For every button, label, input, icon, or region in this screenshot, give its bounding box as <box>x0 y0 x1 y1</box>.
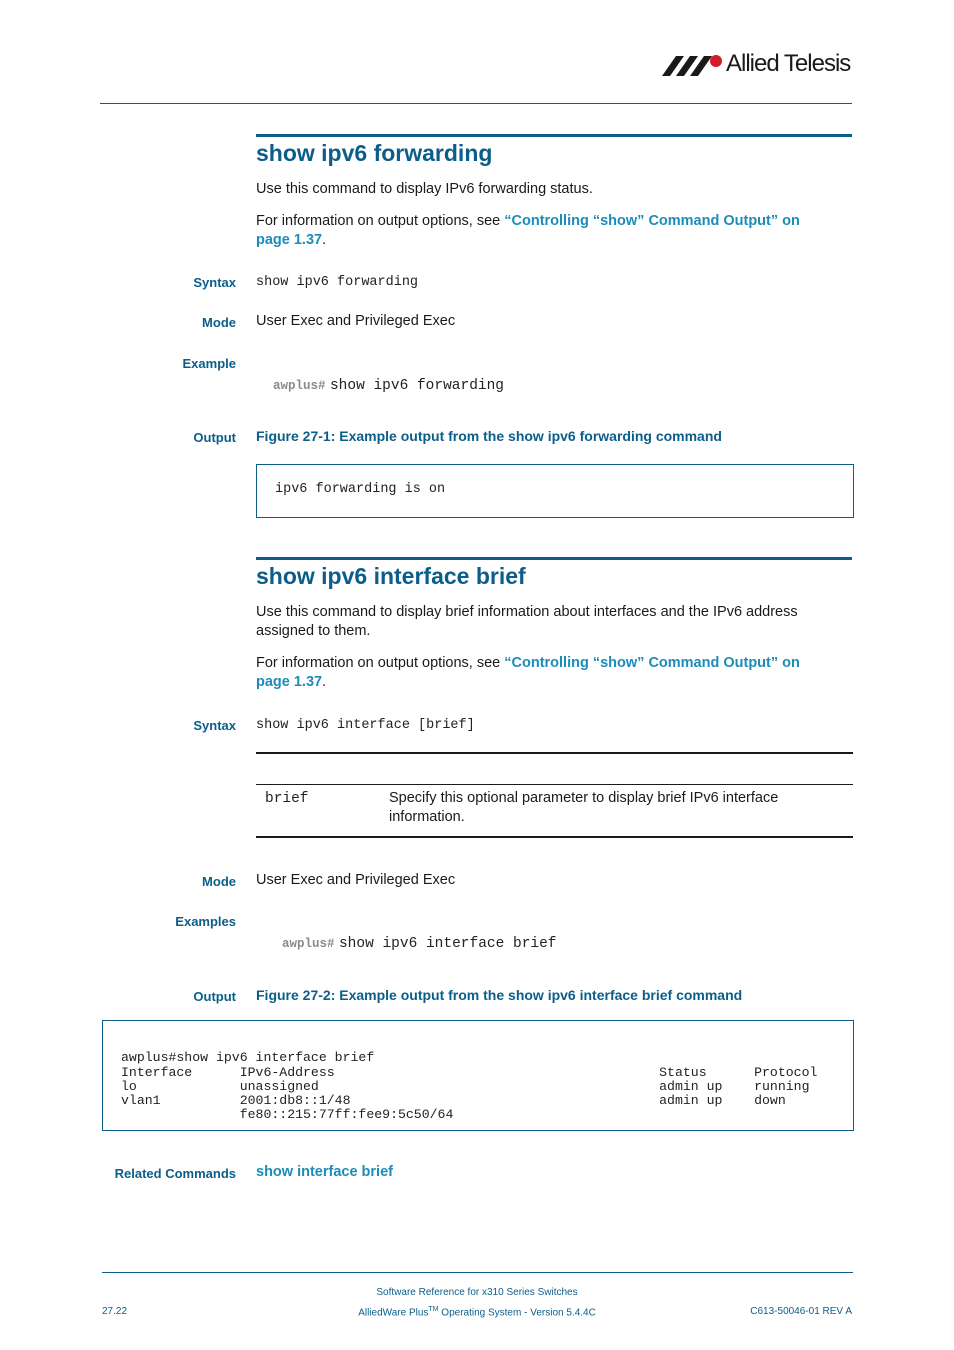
section1-output-text: ipv6 forwarding is on <box>275 482 446 497</box>
section2-output-label: Output <box>193 989 236 1004</box>
section1-info-prefix: For information on output options, see <box>256 213 505 229</box>
output-line: fe80::215:77ff:fee9:5c50/64 <box>121 1107 454 1123</box>
section1-example-label: Example <box>182 356 236 371</box>
section2-description-line1: Use this command to display brief information about interfaces and the IPv6 address <box>256 604 798 620</box>
section1-info <box>256 212 856 250</box>
section2-title-rule <box>256 557 852 560</box>
output-line: lo unassigned admin up running <box>121 1078 810 1094</box>
related-commands-label: Related Commands <box>114 1166 236 1181</box>
param-table-bottom-rule <box>256 836 853 838</box>
section2-examples-label: Examples <box>175 914 236 929</box>
allied-telesis-logo-icon <box>662 52 728 78</box>
output-line: awplus#show ipv6 interface brief <box>121 1050 375 1066</box>
section1-output-box <box>256 464 854 518</box>
brand-name: Allied Telesis <box>726 50 851 77</box>
section2-title: show ipv6 interface brief <box>256 563 526 589</box>
section2-description-line2: assigned to them. <box>256 623 371 639</box>
param-description-line2: information. <box>389 809 465 825</box>
section1-example-prompt: awplus# <box>273 379 326 393</box>
param-table-header-rule <box>256 784 853 785</box>
footer-doc-id: C613-50046-01 REV A <box>750 1306 852 1317</box>
section1-example-cmd: show ipv6 forwarding <box>329 378 504 394</box>
section1-syntax-label: Syntax <box>193 275 236 290</box>
output-line: vlan1 2001:db8::1/48 admin up down <box>121 1093 786 1109</box>
header-rule <box>100 103 852 104</box>
section2-example-cmd: show ipv6 interface brief <box>338 936 557 952</box>
section2-info-link[interactable]: “Controlling “show” Command Output” on <box>504 655 800 671</box>
section2-example-prompt: awplus# <box>282 937 335 951</box>
section1-mode-label: Mode <box>202 315 236 330</box>
section1-syntax: show ipv6 forwarding <box>256 275 419 290</box>
footer-version: Operating System - Version 5.4.4C <box>438 1307 596 1319</box>
section1-description: Use this command to display IPv6 forwarding status. <box>256 181 593 197</box>
section1-info-suffix: . <box>322 232 327 248</box>
output-line: Interface IPv6-Address Status Protocol <box>121 1064 818 1080</box>
section1-figure-caption: Figure 27-1: Example output from the show ipv6 forwarding command <box>256 428 722 444</box>
param-description <box>389 789 849 827</box>
param-table-top-rule <box>256 752 853 754</box>
brand-logo <box>662 50 857 80</box>
section2-example <box>282 934 557 952</box>
param-name: brief <box>265 791 309 807</box>
section2-info-link-page[interactable]: page 1.37 <box>256 674 323 690</box>
section2-info-prefix: For information on output options, see <box>256 655 505 671</box>
section1-output-label: Output <box>193 430 236 445</box>
section1-info-link-page[interactable]: page 1.37 <box>256 232 323 248</box>
section2-output-text <box>121 1037 817 1151</box>
section2-syntax: show ipv6 interface [brief] <box>256 718 475 733</box>
footer-page-number: 27.22 <box>102 1306 128 1317</box>
related-command-link[interactable]: show interface brief <box>256 1164 393 1180</box>
footer-trademark: TM <box>428 1306 439 1313</box>
footer-line1: Software Reference for x310 Series Switches <box>376 1287 578 1298</box>
section2-output-box <box>102 1020 854 1131</box>
footer-rule <box>102 1272 853 1273</box>
section1-title: show ipv6 forwarding <box>256 140 493 166</box>
section2-syntax-label: Syntax <box>193 718 236 733</box>
section2-mode-label: Mode <box>202 874 236 889</box>
section2-figure-caption: Figure 27-2: Example output from the show ipv6 interface brief command <box>256 987 743 1003</box>
section1-mode: User Exec and Privileged Exec <box>256 313 456 329</box>
section1-info-link[interactable]: “Controlling “show” Command Output” on <box>504 213 800 229</box>
section1-example <box>273 376 504 394</box>
param-description-line1: Specify this optional parameter to display brief IPv6 interface <box>389 790 779 806</box>
section2-description <box>256 603 856 641</box>
section2-info-suffix: . <box>322 674 327 690</box>
section2-mode: User Exec and Privileged Exec <box>256 872 456 888</box>
section1-title-rule <box>256 134 852 137</box>
footer-product: AlliedWare Plus <box>358 1307 429 1319</box>
section2-info <box>256 654 856 692</box>
